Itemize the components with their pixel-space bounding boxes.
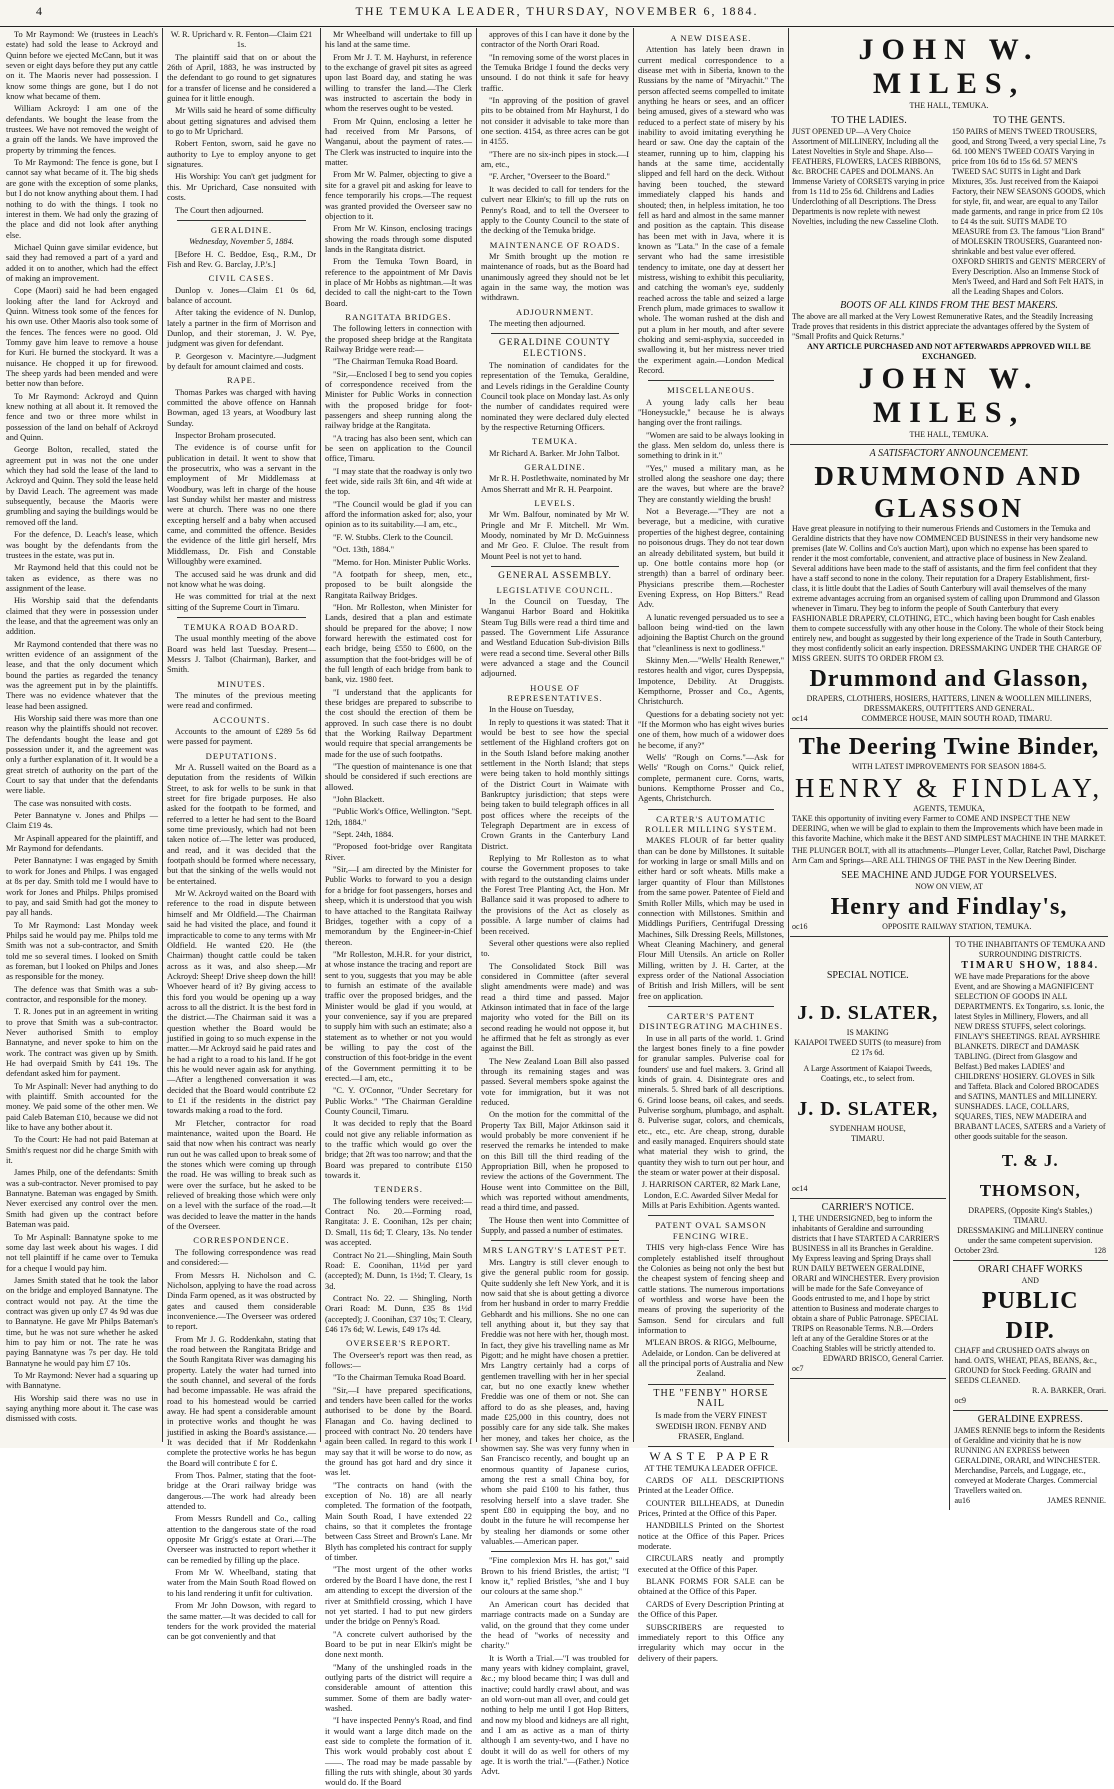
ad-tj-subtitle: DRAPERS, (Opposite King's Stables,) TIMARU. [968, 1206, 1093, 1225]
ad-pd-sign: R. A. BARKER, Orari. [1032, 1386, 1106, 1395]
paragraph: "I have inspected Penny's Road, and find it would want a large ditch made on the east side to complete the formation of it. This work would probably cost about £——. The road may be made passable by filling the ruts with shingle, about 30 yards would do. If the Board [325, 1716, 472, 1788]
ad-thomson [953, 937, 1109, 1261]
ad-pd-text: CHAFF and CRUSHED OATS always on hand. OATS, WHEAT, PEAS, BEANS, &c., GROUND for Stock Feeding. GRAIN and SEEDS CLEANED. [954, 1346, 1097, 1385]
paragraph: From the Temuka Town Board, in reference to the appointment of Mr Davis in place of Mr Hobbs as nightman.—It was decided to call the night-cart to the Town Board. [325, 257, 472, 308]
section-heading-new-disease: A NEW DISEASE. [670, 33, 752, 43]
advertisement-column [790, 30, 1108, 1505]
paragraph: "Sir,—I have prepared specifications, and tenders have been called for the works authorised to be done by the Board. Flanagan and Co. having declined to proceed with contract No. 20 tenders have again been called. In regard to this work I may say that it will be worse to do now, as the ground has got hard and dry since it was let. [325, 1385, 472, 1478]
paragraph: "In approving of the position of gravel pits to be obtained from Mr Hayhurst, I do not consider it advisable to take more than one section. 4154, as three acres can be got in 4155. [481, 96, 629, 147]
paragraph: "The contracts on hand (with the exception of No. 18) are all nearly completed. The formation of the footpath, Main South Road, I have extended 22 chains, so that it completes the frontage between Cass Street and Brown's Lane. Mr Blyth has completed his contract for supply of timber. [325, 1480, 472, 1563]
section-heading-geraldine: GERALDINE. [210, 224, 273, 235]
subheading-correspondence: CORRESPONDENCE. [193, 1235, 290, 1246]
paragraph: George Bolton, recalled, stated the agreement put in was not the one under which they had sold the lease of the land to Ackroyd and Quinn. They sold the lease held by David Leach. The agreement was made subsequently, because the Maoris were grumbling and saying the buildings would be removed off the land. [6, 445, 158, 527]
paragraph: "Memo. for Hon. Minister Public Works. [333, 557, 471, 567]
ad-any-article: ANY ARTICLE PURCHASED AND NOT AFTERWARDS APPROVED WILL BE EXCHANGED. [807, 342, 1091, 361]
ad-jds1-making: IS MAKING [846, 1028, 889, 1037]
section-heading-general-assembly: GENERAL ASSEMBLY. [498, 571, 612, 582]
ad-carrier-notice [790, 1198, 946, 1379]
paragraph: T. R. Jones put in an agreement in writing to prove that Smith was a sub-contractor. Never authorised Smith to employ Bannatyne, and never spoke to him on the work. The contract was given up by Smith. He had overpaid Smith by £41 19s. The defendant asked him for payment. [6, 1007, 158, 1079]
ad-ge-sign-row [955, 1496, 1107, 1506]
office-ad-item: SUBSCRIBERS are requested to immediately report to this Office any irregularity which may occur in the delivery of their papers. [638, 1622, 784, 1663]
ad-tj-date: October 23rd. [954, 1246, 999, 1255]
masthead-title: THE TEMUKA LEADER, THURSDAY, NOVEMBER 6, 1884. [355, 4, 759, 18]
paragraph: In reply to questions it was stated: That it would be best to see how the special settlement of the Highland crofters got on in the South Island before making another settlement in the North Island; that steps were being taken to hold monthly sittings of the District Court in Waimate with Bankruptcy jurisdiction; that steps were being taken to build telegraph offices in all post offices where the receipts of the Telegraph Department are in excess of Crown Grants in the Canterbury Land District. [481, 717, 629, 851]
ad-hf2-address: oc16 OPPOSITE RAILWAY STATION, TEMUKA. [792, 922, 1032, 931]
ad-ladies-heading: TO THE LADIES. [831, 115, 907, 126]
paragraph: In the House on Tuesday, [489, 705, 574, 715]
ad-waste-paper-text: AT THE TEMUKA LEADER OFFICE. [644, 1463, 778, 1473]
paragraph: Cope (Maori) said he had been engaged looking after the land for Ackroyd and Quinn. Witness took some of the fences for his own use. Other Maoris also took some of the fences. The fences were no good. Old Tommy gave him leave to remove a house for Kuri. He burned the stockyard. It was a nuisance. He chopped it up for firewood. The sheep yards had been mended and were better now than before. [6, 286, 158, 389]
ad-hf2-code: oc16 [792, 922, 808, 931]
paragraph: "Sept. 24th, 1884. [333, 830, 394, 840]
section-heading-miscellaneous: MISCELLANEOUS. [667, 385, 755, 396]
ad-carrier-sign: EDWARD BRISCO, General Carrier. [822, 1354, 944, 1363]
ad-hf-subtitle: AGENTS, TEMUKA, [913, 804, 985, 813]
ad-john-miles [790, 30, 1108, 445]
minutes-text: The minutes of the previous meeting were read and confirmed. [167, 690, 316, 711]
paragraph: To Mr Raymond: Last Monday week Philps said he would pay me. Philps told me Smith was not a sub-contractor, and Smith told me so several times. I looked on Smith as foreman, but I looked on Philps and Jones as responsible for the money. [6, 920, 158, 982]
ad-fencing-wire-address: M'LEAN BROS. & RIGG, Melbourne, Adelaide, or London. Can be delivered at all the principal ports of Australia and New Zealand. [638, 1338, 784, 1379]
paragraph: It was decided to reply that the Board could not give any reliable information as to the traffic which would go over the bridge; that 2ft was too narrow; and that the Board was prepared to contribute £150 towards it. [325, 1119, 472, 1181]
paragraph: The accused said he was drunk and did not know what he was doing. [167, 569, 316, 589]
paragraph: "Public Work's Office, Wellington. "Sept. 12th, 1884." [325, 807, 472, 827]
column-4 [481, 30, 629, 1777]
paragraph: James Philp, one of the defendants: Smith was a sub-contractor. Never promised to pay Bannatyne. Bateman was engaged by Smith. Never exercised any control over the men. Smith had given up the contract before Bateman was paid. [6, 1168, 158, 1230]
section-heading-langtry: MRS LANGTRY'S LATEST PET. [482, 1245, 628, 1256]
paragraph: Mr Raymond held that this could not be taken as evidence, as there was no assignment of the lease. [6, 563, 158, 593]
paragraph: A young lady calls her beau "Honeysuckle," because he is always hanging over the front railings. [638, 397, 784, 428]
ad-jds2-title: J. D. SLATER, [797, 1098, 939, 1120]
paragraph: From Messrs H. Nicholson and C. Nicholson, applying to have the road across Dinda Farm opened, as it was obstructed by gates and caused them considerable inconvenience.—The Overseer was ordered to report. [167, 1270, 316, 1332]
ad-dg2-code: oc14 [792, 714, 808, 723]
paragraph: The Court then adjourned. [175, 205, 264, 215]
ad-dg2-address: oc14 COMMERCE HOUSE, MAIN SOUTH ROAD, TIMARU. [792, 714, 1053, 723]
ad-jds1-title: J. D. SLATER, [797, 1002, 939, 1024]
paragraph: Contract No. 22. — Shingling, North Orari Road: M. Dunn, £35 8s 1½d (accepted); J. Coonihan, £37 10s; T. Cleary, £46 17s 6d; W. Lewis, £49 17s 4d. [325, 1293, 472, 1334]
ad-heading-carter-milling: CARTER'S AUTOMATIC ROLLER MILLING SYSTEM. [644, 813, 778, 835]
ad-heading-fencing-wire: PATENT OVAL SAMSON FENCING WIRE. [655, 1220, 767, 1241]
paragraph: "I may state that the roadway is only two feet wide, side rails 3ft 6in, and 4ft wide at the top. [325, 466, 472, 497]
paragraph: "Many of the unshingled roads in the outlying parts of the district will require a considerable amount of attention this summer. Some of them are badly water-washed. [325, 1662, 472, 1713]
paragraph: "F. W. Stubbs. Clerk to the Council. [333, 532, 454, 542]
paragraph: After taking the evidence of N. Dunlop, lately a partner in the firm of Morrison and Dunlop, and their storeman, J. W. Pye, judgment was given for defendant. [167, 308, 316, 349]
ad-hf-text: TAKE this opportunity of inviting every Farmer to COME AND INSPECT THE NEW DEERING, when we will be glad to explain to them the Improvements which have been made in this favorite Machine, which make it the BEST AND SIMPLEST MACHINE IN THE MARKET. [792, 814, 1106, 843]
ad-heading-carter-disintegrating: CARTER'S PATENT DISINTEGRATING MACHINES. [638, 1010, 784, 1032]
paragraph: To Mr Aspinall: Bannatyne spoke to me some day last week about his wages. I did not tell plaintiff if he came over to Temuka for a cheque I would pay him. [6, 1232, 158, 1273]
paragraph: For the defence, D. Leach's lease, which was bought by the defendants from the trustees in the estate, was put in. [6, 530, 158, 560]
ad-lower-section [790, 937, 1108, 1510]
paragraph: He was committed for trial at the next sitting of the Supreme Court in Timaru. [167, 592, 316, 612]
paragraph: "Oct. 13th, 1884." [333, 545, 395, 555]
paragraph: His Worship said that the defendants claimed that they were in possession under the lease, and that the agreement was only an addition. [6, 596, 158, 637]
paragraph: "C. Y. O'Connor, "Under Secretary for Public Works." "The Chairman Geraldine County Council, Timaru. [325, 1086, 472, 1117]
office-ad-item: HANDBILLS Printed on the Shortest notice at the Office of this Paper. Prices moderate. [638, 1521, 784, 1552]
paragraph: The following correspondence was read and considered:— [167, 1247, 316, 1268]
paragraph: "There are no six-inch pipes in stock.—I am, etc., [481, 149, 629, 170]
paragraph: Mrs. Langtry is still clever enough to give the general public room for gossip. Quite suddenly she left New York, and it is now said that she is about getting a divorce from her husband in order to marry Freddie Gebhardt and his millions. She no one can tell anything about it, but they say that Freddie was not here with her, though most. In fact, they give his travelling name as Mr Pigott; and he might have chosen a prettier. Mrs Langtry certainly had a corps of gentlemen travelling with her in her special car, but no one exactly knew whether Freddie was one of them or not. She can afford to do as she pleases, and, having made £25,000 in this country, does not possibly care for any side talk. She makes her money, and takes her choice, as the showmen say. She was very funny when in San Francisco recently, and bought up an enormous quantity of Japanese curios, among the rest a small China boy, for whom she paid £100 to his father, thus resolving herself into a slave trader. She spent £80 in equipping the boy, and no doubt in the future he will recompense her by stealing her diamonds or some other valuables.—American paper. [481, 1257, 629, 1547]
subheading-rangitata-bridges: RANGITATA BRIDGES. [345, 311, 452, 322]
ad-jds1-text2: A Large Assortment of Kaiapoi Tweeds, Coatings, etc., to select from. [803, 1064, 932, 1083]
american-court-item: An American court has decided that marriage contracts made on a Sunday are valid, on the ground that they come under the head of "works of necessity and charity." [481, 1599, 629, 1651]
ad-now-on-view: NOW ON VIEW, AT [915, 882, 983, 891]
column-3 [325, 30, 472, 1788]
paragraph: The Consolidated Stock Bill was considered in Committee (after several slight amendments were made) and was read a third time and passed. Major Atkinson intimated that in face of the large majority who voted for the Bill on its second reading he would not oppose it, but he affirmed that he felt as strongly as ever against the Bill. [481, 961, 629, 1054]
column-2 [167, 30, 316, 1642]
ad-dg-text: Have great pleasure in notifying to their numerous Friends and Customers in the Temuka and Geraldine districts that they have now COMMENCED BUSINESS in their very handsome new premises (late W. Collins and Co's auction Mart), upon which no expense has been spared to render it the most comfortable, convenient, and attractive place of business in New Zealand. Several additions have been made to the staff of assistants, and the firm feel confident that they have a staff second to none in the colony. Their reputation for a Drapery Establishment, first-class, it is little doubt that the Ladies of South Canterbury will avail themselves of the many extreme advantages accruing from an organised system of calling upon Drummond and Glasson whenever in Timaru. They beg to inform the people of South Canterbury that every FASHIONABLE DRAPERY, CLOTHING, ETC., which having been bought for Cash enables them to compete successfully with any other house in the Colony. The whole of their Stock being entirely new, and bought as suggested by their long experience of the Trade in South Canterbury, they most confidently solicit an early inspection. DRESSMAKING UNDER THE CHARGE OF MISS GREEN. SUITS TO ORDER FROM £3. [792, 524, 1104, 663]
ad-miles-title: JOHN W. MILES, [858, 33, 1040, 100]
ad-carrier-heading: CARRIER'S NOTICE. [821, 1202, 914, 1213]
ad-ge-text: JAMES RENNIE begs to inform the Residents of Geraldine and vicinity that he is now RUNNING AN EXPRESS between GERALDINE, ORARI, and WINCHESTER. Merchandise, Parcels, and Luggage, etc., conveyed at Moderate Charges. Commercial Travellers waited on. [954, 1426, 1105, 1495]
subheading-tenders: TENDERS. [374, 1184, 423, 1195]
paragraph: "Hon. Mr Rolleston, when Minister for Lands, desired that a plan and estimate should be prepared for the above; I now forward herewith the estimated cost for each bridge, being £550 to £600, on the assumption that the foot-bridges will be of the full length of each bridge from bank to bank, viz. 1980 feet. [325, 602, 472, 685]
paragraph: "Yes," mused a military man, as he strolled along the seashore one day; there are the waves, but where are the brave? They are constantly wielding the brush! [638, 463, 784, 504]
ad-carrier-code: oc7 [792, 1364, 804, 1373]
paragraph: To Mr Aspinall: Never had anything to do with plaintiff. Smith accounted for the money. We paid some of the other men. We paid Caleb Bateman £10, because we did not like to have any bother about it. [6, 1081, 158, 1133]
ad-geraldine-express [953, 1411, 1109, 1510]
ad-carter-milling-text: MAKES FLOUR of far better quality than can be done by Millstones. It suitable for working in large or small Mills and on either hard or soft wheats. Mills make a larger quantity of Flour than Millstones from the same power. Patentee of Field and Smith Roller Mills, which may be used in connection with Millstones. Smithin and Middlings Purifiers, Centrifugal Dressing Machines, Silk Dressing Reels, Millstones, Wheat Cleaning Machinery, and general Flour Mill Utensils. An article on Roller Milling, written by J. H. Carter, at the express order of the National Association of British and Irish Millers, will be sent free on application. [638, 836, 784, 1001]
ad-pd-code: oc9 [954, 1396, 967, 1405]
paragraph: Mr Fletcher, contractor for road maintenance, waited upon the Board. He said that now when his contract was nearly run out he was called upon to break some of the stones which were coming up through the road. He was willing to break such as were over the surface, but he asked to be relieved of breaking those which were only on a level with the surface of the road.—It was decided to leave the matter in the hands of the Overseer. [167, 1118, 316, 1232]
ad-gents-text: 150 PAIRS of MEN'S TWEED TROUSERS, good, and Strong Tweed, a very special Line, 7s 6d. 100 MEN'S TWEED COATS Varying in price from 10s 6d to 15s 6d. 57 MEN'S TWEED SAC SUITS in Light and Dark Mixtures, 35s. Just received from the Kaiapoi Factory, their NEW SEASONS GOODS, which for style, fit, and wear, are equal to any Tailor made garments, and range in price from £2 10s to £4 4s the suit. SUITS MADE TO MEASURE from £3. The famous "Lion Brand" of MOLESKIN TROUSERS, Guaranteed non-shrinkable and best value ever offered. OXFORD SHIRTS and GENTS' MERCERY of Every Description. Also an Immense Stock of Men's Tweed, and Hard and Soft Felt HATS, in all the Leading Shapes and Colors. [952, 127, 1106, 296]
subheading-temuka: TEMUKA. [532, 436, 578, 447]
ad-deering-subtitle: WITH LATEST IMPROVEMENTS FOR SEASON 1884-5. [851, 762, 1047, 771]
subheading-rape: RAPE. [226, 375, 257, 386]
paragraph: Mr Raymond contended that there was no written evidence of an assignment of the lease, and that the only document which bound the parties as regarded the tenancy was the agreement put in by the plaintiffs. There was no evidence whatever that the lease had been assigned. [6, 639, 158, 711]
subheading-adjournment: ADJOURNMENT. [516, 306, 594, 317]
paragraph: approves of this I can have it done by the contractor of the North Orari Road. [481, 30, 629, 50]
ad-hf2-title: Henry and Findlay's, [830, 894, 1068, 920]
paragraph: From Mr W. Kinson, enclosing tracings showing the roads through some disputed lands in the Rangitata district. [325, 224, 472, 254]
ad-tj-dress: DRESSMAKING and MILLINERY continue under the same competent supervision. [957, 1226, 1104, 1245]
fine-complexion-item: "Fine complexion Mrs H. has got," said Brown to his friend Bristles, the artist; "I know it," replied Bristles, "she and I buy our colours at the same shop." [481, 1556, 629, 1597]
ad-lower-right [950, 937, 1109, 1510]
paragraph: Mr Smith brought up the motion re maintenance of roads, but as the Board had unanimously agreed they should not be let again in the same way, the motion was withdrawn. [481, 251, 629, 303]
court-date: Wednesday, November 5, 1884. [189, 237, 294, 247]
ad-fencing-wire-text: THIS very high-class Fence Wire has completely established itself throughout the Colonies as being not only the best but the cheapest system of fencing sheep and cattle stations. The numerous importations of worthless and worse have been the means of proving the superiority of the Samson. Send for circulars and full information to [638, 1243, 784, 1335]
office-ad-item: COUNTER BILLHEADS, at Dunedin Prices, Printed at the Office of this Paper. [638, 1498, 784, 1519]
subheading-levels: LEVELS. [534, 498, 576, 509]
ad-tj-text: WE have made Preparations for the above Event, and are Showing a MAGNIFICENT SELECTION OF GOODS IN ALL DEPARTMENTS. Ex Tongariro, s.s. Ionic, the latest Styles in Millinery, Flowers, and all NEW DRESS STUFFS, select colorings. FINLAY'S SHEETINGS. REAL AYRSHIRE BLANKETS. DIRECT and DAMASK TABLING. (Direct from Glasgow and Belfast.) Bed makes LADIES' and CHILDRENS' HOSIERY. GLOVES in Silk and Taffeta. Black and Colored BROCADES and SATINS, MANTLES and MILLINERY. SUNSHADES. LACE, COLLARS, SQUARES, TIES, NEW MADEIRA and BRABANT LACES, SATERS and a Variety of other goods suitable for the season. [954, 972, 1106, 1141]
paragraph: Skinny Men.—"Wells' Health Renewer," restores health and vigor, cures Dyspepsia, Impotence, Debility. At Druggists. Kempthorne, Prosser and Co., Agents, Christchurch. [638, 655, 784, 707]
subheading-legislative-council: LEGISLATIVE COUNCIL. [496, 584, 614, 595]
column-5 [638, 30, 784, 1663]
paragraph: Mr A. Russell waited on the Board as a deputation from the residents of Wilkin Street, to ask for wells to be sunk in that street for fire brigade purposes. He also asked for the footpath to be formed, and referred to a letter he had sent to the Board some time previously, which had not been taken notice of.—The letter was produced, and read, and it was decided that the footpath should be formed where necessary, but that the sinking of the wells would not be entertained. [167, 763, 316, 886]
paragraph: Mr Wills said he heard of some difficulty about getting signatures and advised them to go to Mr Uprichard. [167, 106, 316, 137]
paragraph: His Worship said there was no use in saying anything more about it. The case was dismissed with costs. [6, 1393, 158, 1424]
paragraph: William Ackroyd: I am one of the defendants. We bought the lease from the trustees. We have not removed the weight of a grain off the lands. We have improved the property by trimming the fences. [6, 104, 158, 155]
ad-drummond-glasson [790, 445, 1108, 729]
paragraph: From Mr Quinn, enclosing a letter he had received from Mr Parsons, of Wanganui, about the payment of rates.—The Clerk was instructed to inquire into the matter. [325, 116, 472, 168]
paragraph: The following tenders were received:—Contract No. 20.—Forming road, Rangitata: J. E. Coonihan, 12s per chain; D. Small, 11s 6d; T. Cleary, 13s. No tender was accepted. [325, 1196, 472, 1248]
temuka-members: Mr Richard A. Barker. Mr John Talbot. [489, 448, 620, 458]
ad-ladies-text: JUST OPENED UP—A Very Choice Assortment of MILLINERY, Including all the Latest Novelties in Style and Shape. Also—FEATHERS, FLOWERS, LACES RIBBONS, &c. BROCHE CAPES and DOLMANS. An Immense Variety of CORSETS varying in price from 1s 11d to 25s 6d. Childrens and Ladies Underclothing of all Descriptions. The Dress Departments is now replete with newest Novelties, including the new Casseline Cloth. [792, 127, 945, 226]
paragraph: To the Court: He had not paid Bateman at Smith's request nor did he charge Smith with it. [6, 1135, 158, 1166]
paragraph: "The question of maintenance is one that should be considered if such erections are allowed. [325, 762, 472, 792]
column-rule [788, 28, 789, 1442]
ad-pd-title: PUBLIC DIP. [981, 1288, 1079, 1344]
paragraph: It was decided to call for tenders for the culvert near Elkin's; to fill up the ruts on Penny's Road, and to tell the Overseer to apply to the County Council to the state of the decking of the Temuka bridge. [481, 184, 629, 236]
paragraph: "Sir,—Enclosed I beg to send you copies of correspondence received from the Minister for Public Works in connection with the proposed bridge for foot-passengers and sheep running along the railway bridge at the Rangitata. [325, 369, 472, 431]
ad-public-dip [953, 1261, 1109, 1411]
paragraph: Michael Quinn gave similar evidence, but said they had removed a part of a yard and added it on to another, which had the effect of making an improvement. [6, 242, 158, 283]
paragraph: "A footpath for sheep, men, etc., proposed to be built alongside the Rangitata Railway Bridges. [325, 569, 472, 600]
paragraph: Attention has lately been drawn in current medical correspondence to a disease met with in Siberia, known to the Russians by the name of "Miryachit." The person affected seems compelled to imitate anything he hears or sees, and an officer being amused, gives of a steward who was reduced to a perfect state of misery by his inability to avoid imitating everything he heard or saw. One day the captain of the steamer, running up to him, clapping his hands at the same time, accidentally slipped and fell hard on the deck. Without having been touched, the steward immediately clapped his hands and shouted; then, in helpless imitation, he too fell as hard and almost in the same manner and position as the captain. This disease has been met with in Java, where it is known as "Lata." In the case of a female servant who had the same irresistible tendency to imitate, one day at dessert her mistress, wishing to exhibit this peculiarity, and catching the woman's eye, suddenly reached across the table and seized a large French plum, made grimaces to swallow it whole. The woman rushed at the dish and put a plum in her mouth, and after severe choking and semi-asphyxia, succeeded in swallowing it, but her mistress never tried the experiment again.—London Medical Record. [638, 45, 784, 375]
paragraph: "Sir,—I am directed by the Minister for Public Works to forward to you a design for a bridge for foot passengers, horses and sheep, which it is understood that you wish to have attached to the Rangitata Railway Bridges, together with a copy of a memorandum by the Engineer-in-Chief thereon. [325, 865, 472, 947]
ad-timaru-heading: TO THE INHABITANTS OF TEMUKA AND SURROUNDING DISTRICTS. [955, 940, 1106, 959]
subheading-minutes: MINUTES. [217, 678, 266, 689]
section-heading-road-board: TEMUKA ROAD BOARD. [183, 621, 300, 632]
paragraph: The House then went into Committee of Supply, and passed a number of estimates. [481, 1215, 629, 1236]
ad-gents-block [952, 115, 1106, 297]
ad-slater [790, 937, 946, 1198]
paragraph: From Mr W. Wheelband, stating that water from the Main South Road flowed on to his land rendering it unfit for cultivation. [167, 1568, 316, 1598]
ad-dg-title: DRUMMOND AND GLASSON [814, 461, 1084, 523]
column-rule [476, 28, 477, 1442]
paragraph: The nomination of candidates for the representation of the Temuka, Geraldine, and Levels ridings in the Geraldine County Council took place on Monday last. As only the number of candidates required were nominated they were declared duly elected by the respective Returning Officers. [481, 360, 629, 433]
levels-members: Mr Wm. Balfour, nominated by Mr W. Pringle and Mr F. Mitchell. Mr Wm. Moody, nominated by Mr D. McGuinness and Mr Geo. F. Cluloe. The result from Mount Peel is not yet to hand. [481, 510, 629, 561]
office-ad-item: CARDS OF ALL DESCRIPTIONS Printed at the Leader Office. [638, 1476, 784, 1496]
paragraph: Thomas Parkes was charged with having committed the above offence on Hannah Bowman, aged 13 years, at Woodbury last Sunday. [167, 387, 316, 428]
paragraph: The following letters in connection with the proposed sheep bridge at the Rangitata Railway Bridge were read:— [325, 324, 472, 354]
paragraph: "F. Archer, "Overseer to the Board." [489, 172, 610, 182]
ad-tj-title: T. & J. THOMSON, [979, 1151, 1081, 1200]
ad-jds2-subtitle: SYDENHAM HOUSE, [829, 1124, 906, 1133]
ad-carter-disintegrating-text: In use in all parts of the world. 1. Grind the largest bones finely to a fine powder for granular samples. Pulverise coal for founders' use and fuel makers. 3. Grind all kinds of grain. 4. Disintegrate ores and minerals. 5. Shred bark of all descriptions. 6. Grind loose beans, oil cakes, and seeds. Pulverise sorghum, plumbago, and asphalt. 8. Pulverise sugar, colors, and chemicals, etc., etc., etc. Are cheap, strong, durable and easily managed. Enquirers should state what material they wish to grind, the quantity they wish to turn out per hour, and the steam or water power at their disposal. [638, 1033, 784, 1178]
ad-deering-title: The Deering Twine Binder, [798, 734, 1100, 760]
paragraph: His Worship: You can't get judgment for this. Mr Uprichard, Case nonsuited with costs. [167, 172, 316, 203]
case-title: W. R. Uprichard v. R. Fenton—Claim £21 1s. [170, 30, 313, 50]
column-rule [320, 28, 321, 1442]
paragraph: The plaintiff said that on or about the 26th of April, 1883, he was instructed by the defendant to go round to get signatures for a transfer of license and he considered a guinea for it little enough. [167, 52, 316, 104]
subheading-house-of-representatives: HOUSE OF REPRESENTATIVES. [507, 682, 603, 703]
paragraph: Peter Bannatyne: I was engaged by Smith to work for Jones and Philps. I was engaged at 8s per day. Smith told me I would have to work for Jones and Philps. Philps promised to pay, and said Smith had got the money to pay all hands. [6, 856, 158, 918]
paragraph: Mr Wheelband will undertake to fill up his land at the same time. [325, 30, 472, 50]
paragraph: From Mr J. T. M. Hayhurst, in reference to the exchange of gravel pit sites as agreed upon last Board day, and stating he was willing to transfer the land.—The Clerk was instructed to ascertain the body in whom the reserves ought to be vested. [325, 52, 472, 114]
ad-see-machine: SEE MACHINE AND JUDGE FOR YOURSELVES. [841, 870, 1057, 881]
subheading-maintenance: MAINTENANCE OF ROADS. [489, 239, 621, 250]
subheading-geraldine: GERALDINE. [524, 462, 586, 473]
paragraph: "The most urgent of the other works ordered by the Board I have done, the rest I am attending to except the diversion of the river at Smithfield crossing, which I have not yet started. I had to put new girders under the bridge on Penny's Road. [325, 1565, 472, 1627]
paragraph: James Smith stated that he took the labor on the bridge and employed Bannatyne. The contract would not pay. At the time the contract was given up only £7 4s 9d was due to Bannatyne. He gave Mr Philps Bateman's time, but he was not sure whether he asked him to pay him or not. The rate he was paying Bannatyne was 7s per day. He told Bannatyne he would pay him £7 10s. [6, 1275, 158, 1368]
ad-special-notice: SPECIAL NOTICE. [826, 970, 909, 981]
paragraph: Robert Fenton, sworn, said he gave no authority to Lye to employ anyone to get signatures. [167, 139, 316, 170]
paragraph: "To the Chairman Temuka Road Board. [333, 1373, 466, 1383]
ad-ge-heading: GERALDINE EXPRESS. [977, 1414, 1083, 1425]
ad-tj-code: 128 [1094, 1246, 1106, 1255]
worth-a-trial-item: It is Worth a Trial.—"I was troubled for many years with kidney complaint, gravel, &c.; my blood became thin; I was dull and inactive; could hardly crawl about, and was an old worn-out man all over, and could get nothing to help me until I got Hop Bitters, and now my blood and kidneys are all right, and I am as active as a man of thirty although I am seventy-two, and I have no doubt it will do as well for others of my age. It is worth the trial."—(Father.) Notice Advt. [481, 1653, 629, 1777]
paragraph: Replying to Mr Rolleston as to what course the Government proposes to take with regard to the outstanding claims under the Forest Tree Planting Act, the Hon. Mr Ballance said it was proposed to adhere to the provisions of the Act as closely as possible. A large number of claims had been received. [481, 854, 629, 936]
paragraph: On the motion for the committal of the Property Tax Bill, Major Atkinson said it would probably be more convenient if he reserved the remarks he intended to make on this Bill till the third reading of the Appropriation Bill, when he proposed to review the actions of the Government. The House went into Committee on the Bill, which was reported without amendments, read a third time, and passed. [481, 1110, 629, 1213]
office-ad-item: CARDS of Every Description Printing at the Office of this Paper. [638, 1599, 784, 1620]
ad-timaru-show: TIMARU SHOW, 1884. [961, 960, 1100, 971]
ad-carrier-text: I, THE UNDERSIGNED, beg to inform the inhabitants of Geraldine and surrounding districts that I have STARTED A CARRIER'S BUSINESS in all its Branches in Geraldine. My Express leaving and Spring Drays shall RUN DAILY BETWEEN GERALDINE, ORARI and WINCHESTER. Every provision will be made for the Safe Conveyance of Goods entrusted to me, and I hope by strict attention to Business and moderate charges to obtain a share of Public Patronage. SPECIAL TRIPS on Reasonable Terms. N.B.—Orders left at any of the Geraldine Stores or at the Coaching Stables will be strictly attended to. [792, 1214, 940, 1353]
ad-jds-code: oc14 [792, 1184, 808, 1193]
ad-hf-title: HENRY & FINDLAY, [794, 773, 1104, 803]
paragraph: "A tracing has also been sent, which can be seen on application to the Council office, Timaru. [325, 433, 472, 464]
paragraph: "Mr Rolleston, M.H.R. for your district, at whose instance the tracing and report are sent to you, suggests that you may be able to furnish an estimate of the available traffic over the proposed bridges, and the Minister would be glad if you would, at your convenience, say if you are prepared to supply him with such an estimate; also a statement as to whether or not you would be willing to pay the cost of the construction of this foot-bridge in the event of the Government permitting it to be erected.—I am, etc., [325, 949, 472, 1083]
ad-jds1-text: KAIAPOI TWEED SUITS (to measure) from £2 17s 6d. [794, 1038, 942, 1057]
subheading-accounts: ACCOUNTS. [212, 714, 271, 725]
paragraph: Mr Aspinall appeared for the plaintiff, and Mr Raymond for defendants. [6, 833, 158, 854]
adjourn-text: The meeting then adjourned. [489, 318, 586, 328]
ad-dg2-subtitle: DRAPERS, CLOTHIERS, HOSIERS, HATTERS, LINEN & WOOLLEN MILLINERS, DRESSMAKERS, OUTFITTERS AND GENERAL. [806, 694, 1092, 713]
masthead [0, 4, 1114, 27]
accounts-text: Accounts to the amount of £289 5s 6d were passed for payment. [167, 726, 316, 747]
paragraph: The defence was that Smith was a sub-contractor, and responsible for the money. [6, 984, 158, 1004]
ad-ge-code: au16 [954, 1496, 971, 1505]
ad-carter-address: J. HARRISON CARTER, 82 Mark Lane, London, E.C. Awarded Silver Medal for Mills at Paris Exhibition. Agents wanted. [641, 1180, 781, 1211]
ad-fenby-text: Is made from the VERY FINEST SWEDISH IRON. FENBY AND FRASER, England. [655, 1411, 767, 1441]
paragraph: Peter Bannatyne v. Jones and Philps —Claim £19 4s. [6, 811, 158, 831]
paragraph: "Proposed foot-bridge over Rangitata River. [325, 842, 472, 862]
paragraph: In the Council on Tuesday, The Wanganui Harbor Board and Hokitika Steam Tug Bills were read a third time and passed. The Government Life Assurance and Westland Education Sub-division Bills were read a second time. Several other Bills were advanced a stage and the Council adjourned. [481, 596, 629, 679]
court-bench: [Before H. C. Beddoe, Esq., R.M., Dr Fish and Rev. G. Barclay, J.P.'s.] [167, 249, 316, 269]
ad-satisfactory: A SATISFACTORY ANNOUNCEMENT. [869, 448, 1029, 459]
ad-lower-left [790, 937, 950, 1510]
section-heading-county-elections: GERALDINE COUNTY ELECTIONS. [498, 338, 612, 359]
paragraph: "Women are said to be always looking in the glass. Men seldom do, unless there is something to drink in it." [638, 430, 784, 461]
paragraph: "In removing some of the worst places in the Temuka Bridge I found the decks very unsound. I do not think it safe for heavy traffic. [481, 52, 629, 93]
paragraph: Wells' "Rough on Corns."—Ask for Wells' "Rough on Corns." Quick relief, complete, permanent cure. Corns, warts, bunions. Kempthorne Prosser and Co., Agents, Christchurch. [638, 753, 784, 804]
paragraph: The usual monthly meeting of the above Board was held last Tuesday. Present—Messrs J. Talbot (Chairman), Barker, and Smith. [167, 634, 316, 675]
ad-deering-binder [790, 729, 1108, 937]
paragraph: P. Georgeson v. Macintyre.—Judgment by default for amount claimed and costs. [167, 351, 316, 371]
paragraph: The evidence is of course unfit for publication in detail. It went to show that the prosecutrix, who was a servant in the employment of Mr Middlemass at Woodbury, was left in charge of the house last Sunday whilst her master and mistress were at church. There was no one there excepting herself and a baby when accused came, and committed the offence. Besides the evidence of the little girl herself, Mrs Middlemass, Dr. Fish and Constable Willoughby were examined. [167, 443, 316, 567]
paragraph: Not a Beverage.—"They are not a beverage, but a medicine, with curative properties of the highest degree, containing no poisonous drugs. They do not tear down an already debilitated system, but build it up. One bottle contains more hop (or strength) than a barrel of ordinary beer. Physicians prescribe them.—Rochester Evening Express, on Hop Bitters." Read Adv. [638, 507, 784, 610]
ad-gents-heading: TO THE GENTS. [992, 115, 1066, 126]
paragraph: "John Blackett. [333, 795, 385, 805]
ad-miles-text: The above are all marked at the Very Lowest Remunerative Rates, and the Steadily Increasing Trade proves that residents in this district appreciate the advantages offered by the System of "Small Profits and Quick Returns." [792, 312, 1093, 341]
paragraph: "A concrete culvert authorised by the Board to be put in near Elkin's might be done next month. [325, 1629, 472, 1660]
ad-ladies-block [792, 115, 946, 297]
ad-orari-and: AND [1021, 1276, 1039, 1285]
subheading-deputations: DEPUTATIONS. [205, 750, 278, 761]
ad-heading-waste-paper: WASTE PAPER [649, 1449, 773, 1464]
ad-orari-heading: ORARI CHAFF WORKS [978, 1264, 1083, 1275]
paragraph: The New Zealand Loan Bill also passed through its remaining stages and was passed. Several members spoke against the vote for immigration, but it was not reduced. [481, 1056, 629, 1107]
paragraph: Contract No 21.—Shingling, Main South Road: E. Coonihan, 11½d per yard (accepted); M. Dunn, 1s 1½d; T. Cleary, 1s 3d. [325, 1250, 472, 1291]
paragraph: From Mr W. Palmer, objecting to give a site for a gravel pit and asking for leave to fence temporarily his crops.—The request was granted provided the Overseer saw no objection to it. [325, 170, 472, 221]
paragraph: To Mr Raymond: Ackroyd and Quinn knew nothing at all about it. It removed the fence and two or three more whilst in possession of the land on behalf of Ackroyd and Quinn. [6, 391, 158, 443]
ad-dg2-title: Drummond and Glasson, [809, 666, 1089, 692]
ad-heading-fenby-nail: THE "FENBY" HORSE NAIL [653, 1387, 769, 1409]
paragraph: A lunatic revenged persuaded us to see a balloon being wind-tied on the lawn adjoining the Baptist Church on the ground that "cleanliness is next to godliness." [638, 612, 784, 653]
ad-miles2-title: JOHN W. MILES, [858, 362, 1040, 429]
paragraph: The case was nonsuited with costs. [14, 798, 132, 808]
paragraph: His Worship said there was more than one reason why the plaintiffs should not recover. The defendants bought the lease and got possession under it, and the agreement was only a further explanation of it. It would be a great stretch of authority on the part of the Court to say that under that the defendants were liable. [6, 714, 158, 796]
paragraph: From Mr John Dowson, with regard to the same matter.—It was decided to call for tenders for the work provided the material can be got conveniently and that [167, 1601, 316, 1642]
office-ad-item: CIRCULARS neatly and promptly executed at the Office of this Paper. [638, 1554, 784, 1574]
ad-boots-line: BOOTS OF ALL KINDS FROM THE BEST MAKERS. [840, 300, 1058, 311]
paragraph: "The Council would be glad if you can afford the information asked for; also, your opinion as to its suitability.—I am, etc., [325, 499, 472, 530]
subheading-civil: CIVIL CASES. [208, 273, 275, 284]
paragraph: From Thos. Palmer, stating that the foot-bridge at the Orari railway bridge was dangerous.—The work had already been attended to. [167, 1471, 316, 1512]
paragraph: "I understand that the applicants for these bridges are prepared to subscribe to the cost should the erection of them be approved. In such case there is no doubt that the Working Railway Department would require that special arrangements be made for the use of such footpaths. [325, 687, 472, 759]
paragraph: The Overseer's report was then read, as follows:— [325, 1350, 472, 1370]
ad-tj-date-row [955, 1246, 1107, 1256]
paragraph: To Mr Raymond: Never had a squaring up with Bannatyne. [6, 1370, 158, 1391]
ad-ge-sign: JAMES RENNIE. [1047, 1496, 1106, 1505]
ad-hf-text2: THE PLUNGER BOLT, with all its attachments—Plunger Lever, Collar, Ratchet Pawl, Discharge Arm Cam and Springs—ARE ALL THINGS OF THE PAST in the New Deering Binder. [792, 846, 1106, 865]
office-ad-item: BLANK FORMS FOR SALE can be obtained at the Office of this Paper. [638, 1577, 784, 1597]
paragraph: Mr W. Ackroyd waited on the Board with reference to the road in dispute between himself and Mr Oldfield.—The Chairman said he had visited the place, and found it impracticable to come to any terms with Mr Oldfield. He wanted £20. He (the Chairman) thought cattle could be taken across as it was, and also sheep.—Mr Ackroyd: Sheep! Drive sheep down the hill! Whoever heard of it? By giving access to this ford you would be opening up a way across to all the district. It is the best ford in the district.—The Chairman said it was a question whether the Board would be justified in going to so much expense in the matter.—Mr Ackroyd said he paid rates and he had a right to a road to his land. If he got this he would never again ask for anything.—After a lengthened conversation it was decided that the Board would contribute £2 to £1 if the residents in the district pay towards making a road to the ford. [167, 889, 316, 1116]
paragraph: Dunlop v. Jones—Claim £1 0s 6d, balance of account. [167, 285, 316, 305]
paragraph: To Mr Raymond: The fence is gone, but I cannot say what became of it. The big sheds are gone with the exception of some planks, but I do not know anything about them. I had nothing to do with the things. I took no interest in them. We had only the grazing of the place and did not look after anything else. [6, 158, 158, 240]
column-1 [6, 30, 158, 1442]
column-rule [633, 28, 634, 1442]
column-rule [162, 28, 163, 1442]
geraldine-members: Mr R. H. Postlethwaite, nominated by Mr Amos Sherratt and Mr R. H. Pearpoint. [481, 474, 629, 494]
subheading-overseers-report: OVERSEER'S REPORT. [346, 1338, 451, 1349]
page-number: 4 [36, 4, 44, 18]
paragraph: From Mr J. G. Roddenkahn, stating that the road between the Rangitata Bridge and the South Rangitata River was damaging his property. Lately the water had turned into the south channel, and several of the fords had become impassable. He was afraid the road to his homestead would be carried away. He had spent a considerable amount in protective works and thought he was justified in asking the Board's assistance.—It was decided that if Mr Roddenkahn complete the protective works he has begun the Board will contribute £ for £. [167, 1334, 316, 1468]
paragraph: Several other questions were also replied to. [481, 938, 629, 959]
ad-jds2-town: TIMARU. [850, 1134, 885, 1143]
ad-miles-subtitle: THE HALL, TEMUKA. [909, 101, 989, 110]
paragraph: Questions for a debating society not yet: "If the Mormon who has eight wives buries one of them, how much of a widower does he become, if any?" [638, 709, 784, 750]
paragraph: Inspector Broham prosecuted. [175, 431, 276, 441]
paragraph: From Messrs Rundell and Co., calling attention to the dangerous state of the road opposite Mr Grigg's estate at Orari.—The Overseer was instructed to report whether it can be remedied by filling up the place. [167, 1514, 316, 1565]
paragraph: "The Chairman Temuka Road Board. [333, 357, 458, 367]
paragraph: To Mr Raymond: We (trustees in Leach's estate) had sold the lease to Ackroyd and Quinn before we ejected McCann, but it was seven or eight days before they put any cattle on it. The Maoris never had possession. I know some things are gone, but I do not know what became of them. [6, 30, 158, 102]
ad-miles2-subtitle: THE HALL, TEMUKA. [909, 430, 989, 439]
